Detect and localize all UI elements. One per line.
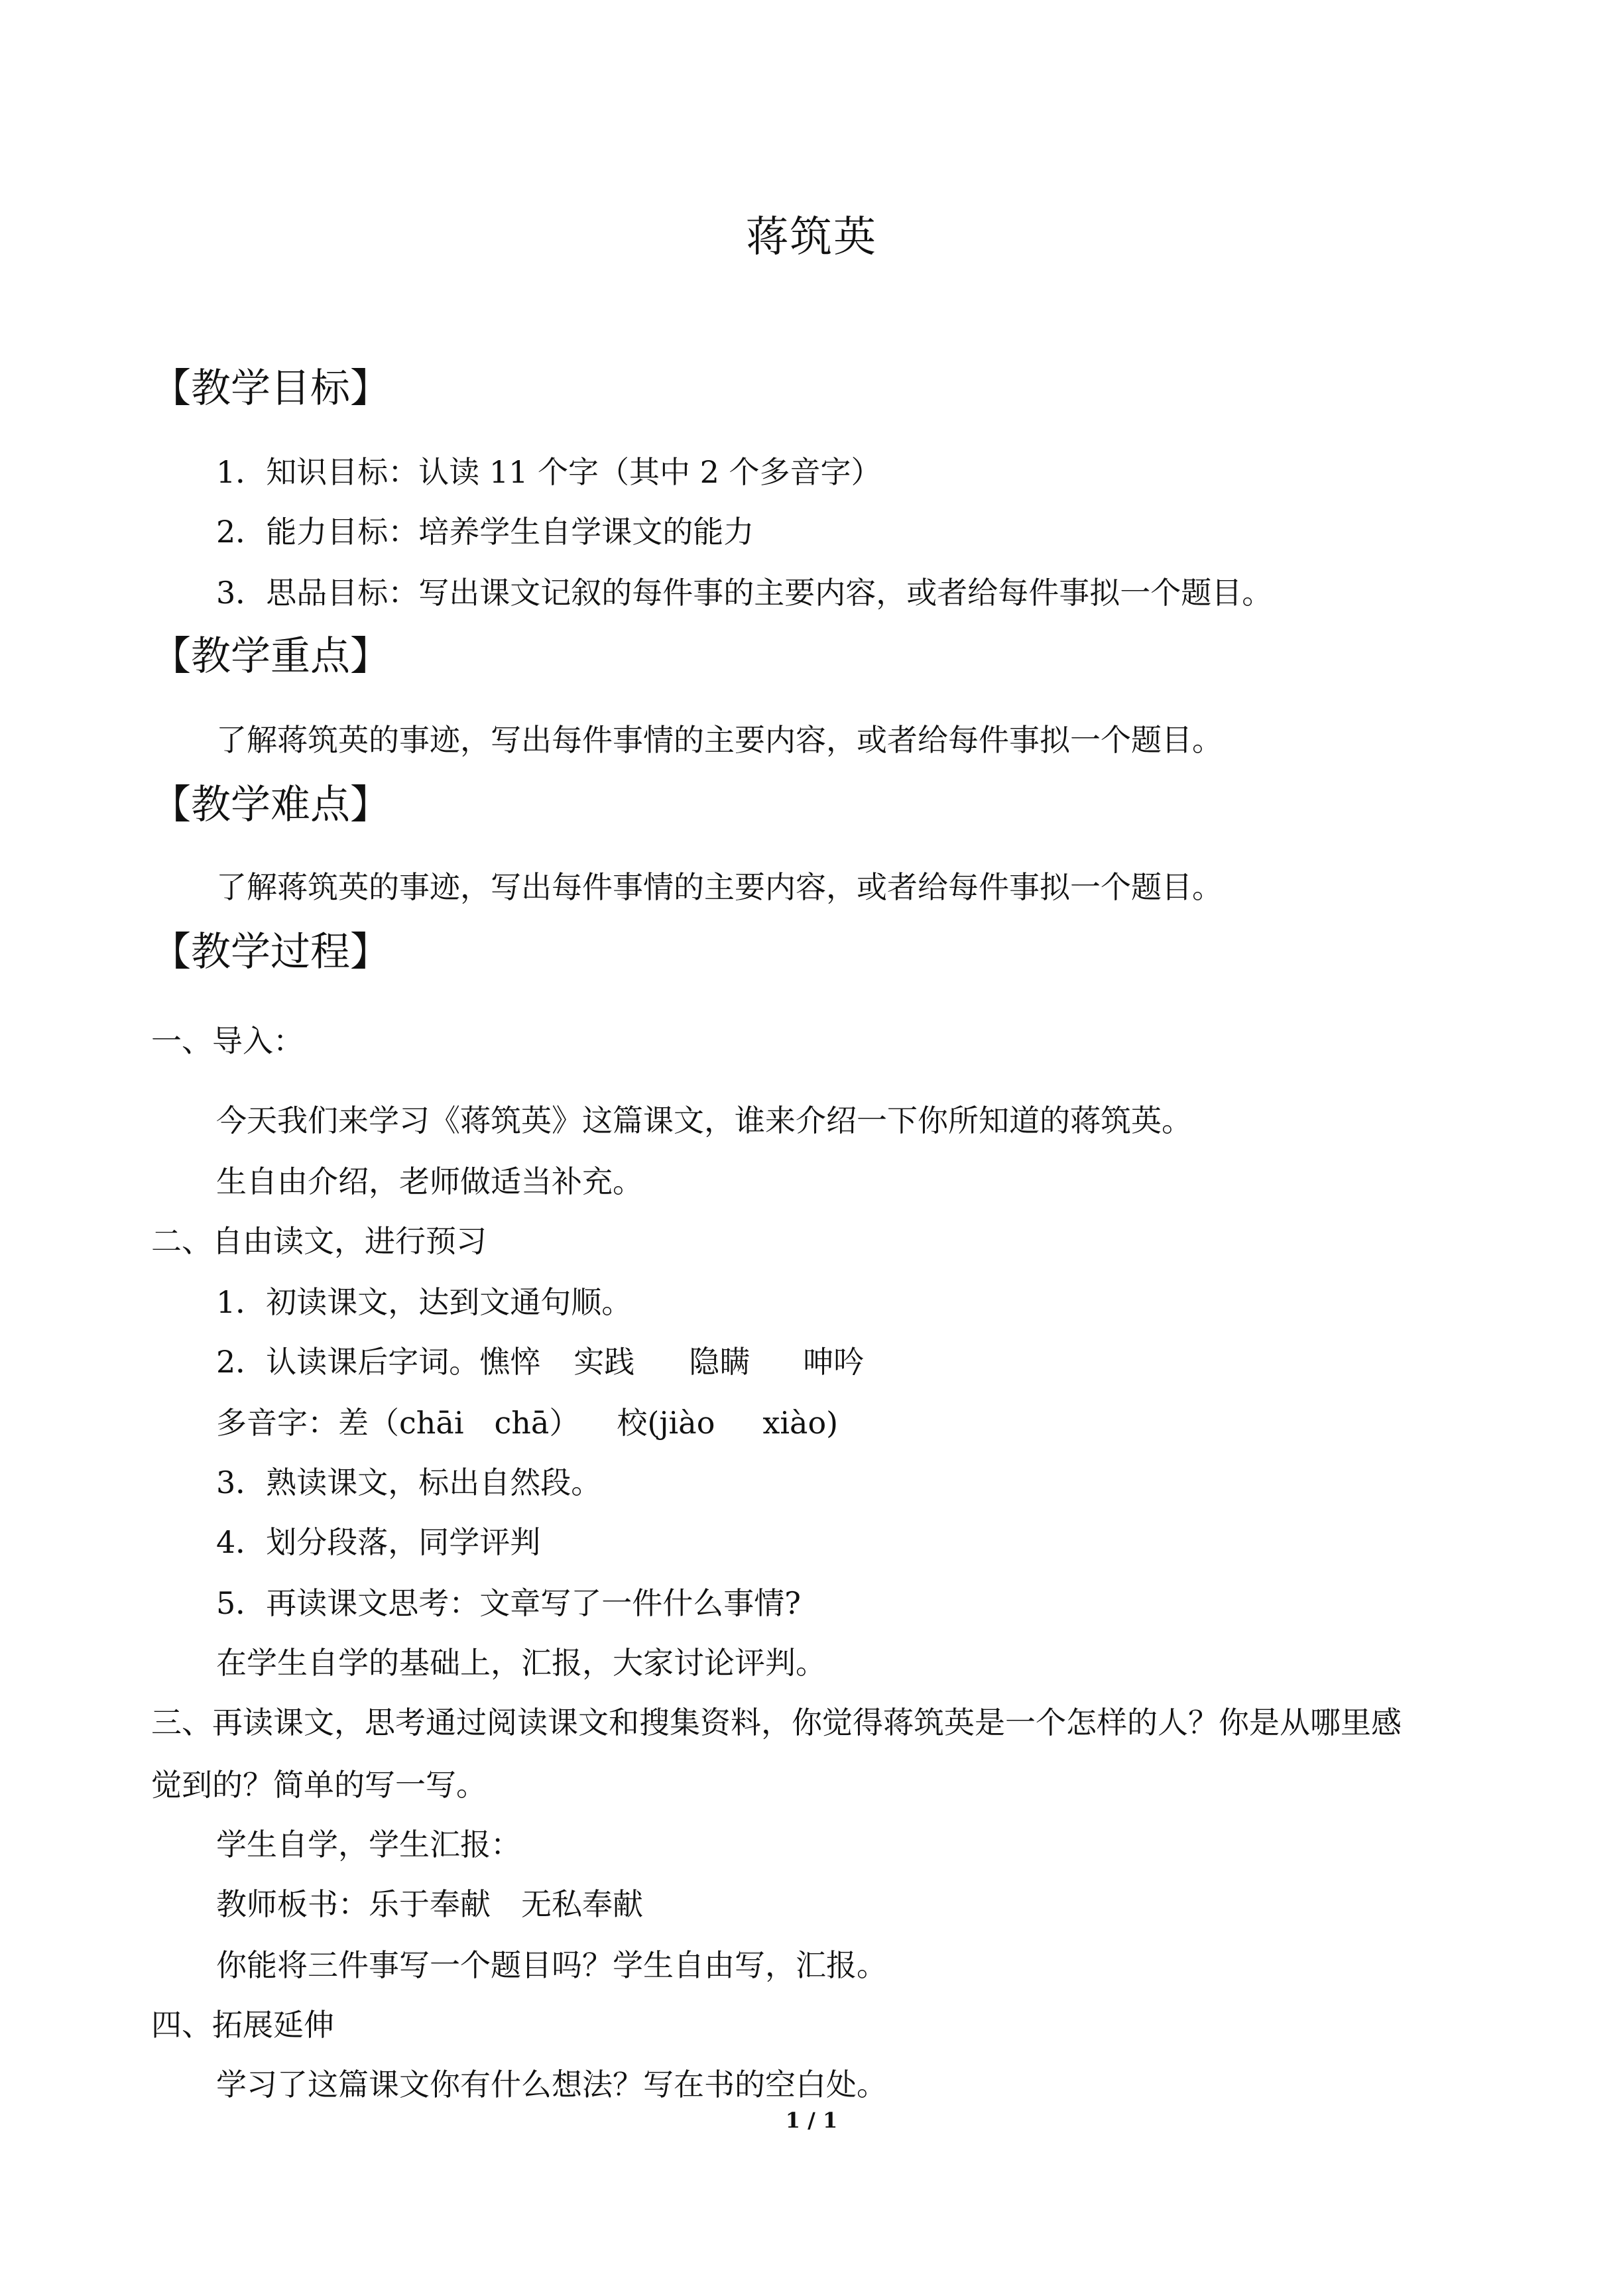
process-part3-line3: 你能将三件事写一个题目吗？学生自由写，汇报。 bbox=[216, 1947, 887, 1983]
process-part1-line2: 生自由介绍，老师做适当补充。 bbox=[216, 1164, 643, 1199]
step2-word-3: 隐瞒 bbox=[689, 1344, 751, 1380]
document-title: 蒋筑英 bbox=[746, 213, 877, 262]
process-part2-title: 二、自由读文，进行预习 bbox=[151, 1223, 487, 1259]
polyphone-label-3: xiào) bbox=[762, 1405, 839, 1441]
step2-word-1: 憔悴 bbox=[479, 1344, 541, 1380]
polyphone-label-2: 校(jiào bbox=[617, 1405, 715, 1441]
step2-word-2: 实践 bbox=[573, 1344, 635, 1380]
process-part2-step5-note: 在学生自学的基础上，汇报，大家讨论评判。 bbox=[216, 1645, 826, 1681]
board-value: 无私奉献 bbox=[521, 1886, 643, 1922]
page-number: 1 / 1 bbox=[785, 2108, 838, 2133]
objective-item-2: 2．能力目标：培养学生自学课文的能力 bbox=[216, 514, 754, 550]
process-part1-line1: 今天我们来学习《蒋筑英》这篇课文，谁来介绍一下你所知道的蒋筑英。 bbox=[216, 1103, 1192, 1138]
process-part2-step3: 3．熟读课文，标出自然段。 bbox=[216, 1465, 602, 1500]
process-part2-step5: 5．再读课文思考：文章写了一件什么事情? bbox=[216, 1585, 801, 1621]
difficulties-text: 了解蒋筑英的事迹，写出每件事情的主要内容，或者给每件事拟一个题目。 bbox=[216, 869, 1223, 905]
polyphone-label: 多音字：差（chāi chā） bbox=[216, 1405, 580, 1441]
process-part2-step1: 1．初读课文，达到文通句顺。 bbox=[216, 1284, 632, 1320]
key-points-text: 了解蒋筑英的事迹，写出每件事情的主要内容，或者给每件事拟一个题目。 bbox=[216, 722, 1223, 758]
objective-item-3: 3．思品目标：写出课文记叙的每件事的主要内容，或者给每件事拟一个题目。 bbox=[216, 575, 1273, 611]
process-part1-title: 一、导入： bbox=[151, 1023, 304, 1059]
process-part2-step2 bbox=[216, 1342, 864, 1382]
heading-objectives: 【教学目标】 bbox=[151, 365, 390, 412]
process-part3-line1: 学生自学，学生汇报： bbox=[216, 1827, 521, 1862]
objective-item-1: 1．知识目标：认读 11 个字（其中 2 个多音字） bbox=[216, 454, 882, 490]
step2-word-4: 呻吟 bbox=[803, 1344, 865, 1380]
heading-difficulties: 【教学难点】 bbox=[151, 782, 390, 828]
process-part3-line2 bbox=[216, 1884, 643, 1924]
heading-key-points: 【教学重点】 bbox=[151, 633, 390, 680]
process-part4-line1: 学习了这篇课文你有什么想法？写在书的空白处。 bbox=[216, 2067, 887, 2102]
process-part2-step4: 4．划分段落，同学评判 bbox=[216, 1524, 541, 1560]
process-part2-polyphone bbox=[216, 1403, 838, 1443]
board-label: 教师板书：乐于奉献 bbox=[216, 1886, 491, 1922]
heading-process: 【教学过程】 bbox=[151, 929, 390, 975]
process-part4-title: 四、拓展延伸 bbox=[151, 2007, 334, 2043]
step2-label: 2．认读课后字词。 bbox=[216, 1344, 480, 1380]
process-part3-title-cont: 觉到的？简单的写一写。 bbox=[151, 1767, 487, 1803]
process-part3-title: 三、再读课文，思考通过阅读课文和搜集资料，你觉得蒋筑英是一个怎样的人？你是从哪里感 bbox=[151, 1705, 1402, 1740]
